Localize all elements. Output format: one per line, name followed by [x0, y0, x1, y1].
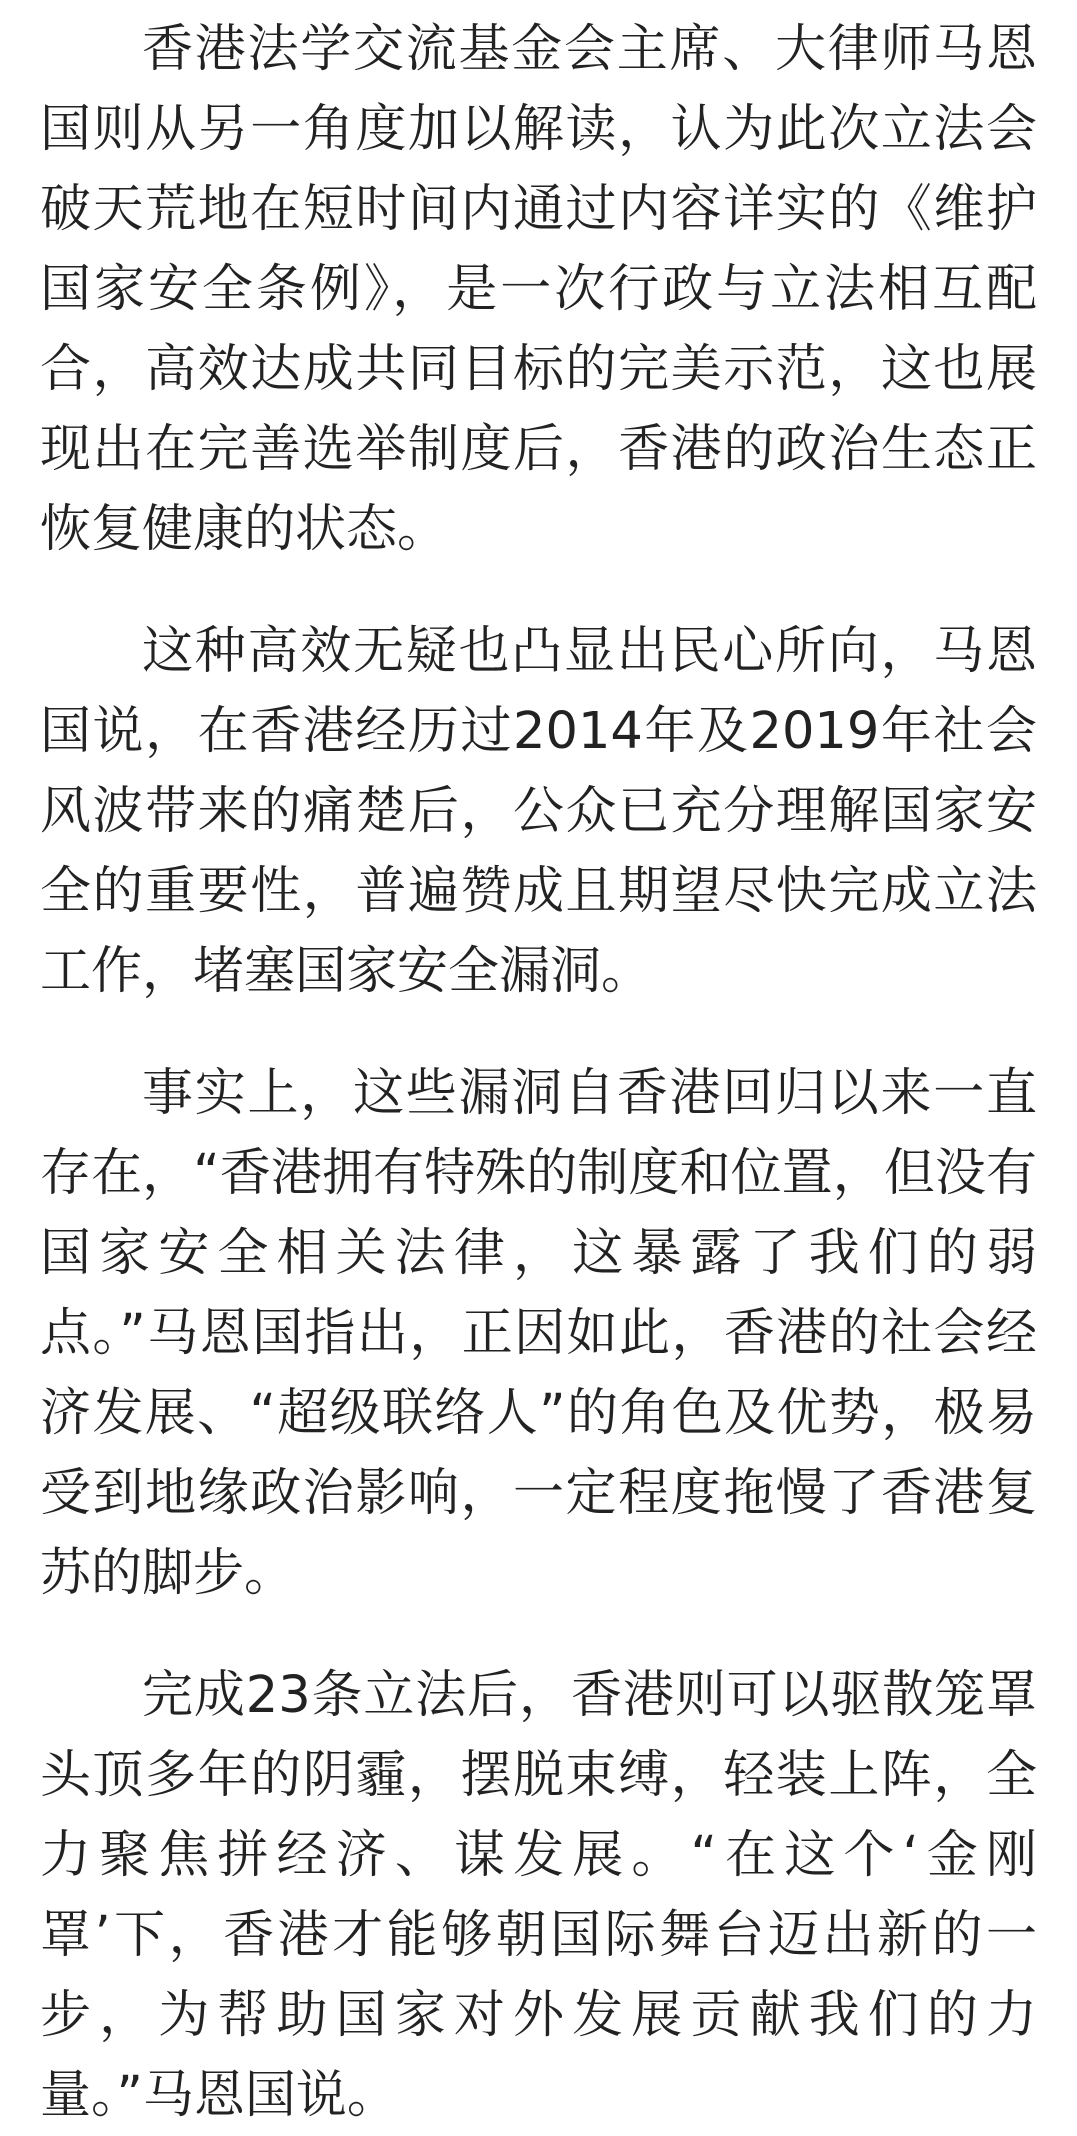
article-paragraph: 事实上，这些漏洞自香港回归以来一直存在，“香港拥有特殊的制度和位置，但没有国家安全相关法律，这暴露了我们的弱点。”马恩国指出，正因如此，香港的社会经济发展、“超级联络人”的角色及优势，极易受到地缘政治影响，一定程度拖慢了香港复苏的脚步。 [40, 1064, 1037, 1603]
article-paragraph: 完成23条立法后，香港则可以驱散笼罩头顶多年的阴霾，摆脱束缚，轻装上阵，全力聚焦拼经济、谋发展。“在这个‘金刚罩’下，香港才能够朝国际舞台迈出新的一步，为帮助国家对外发展贡献我们的力量。”马恩国说。 [40, 1666, 1037, 2125]
article-paragraph: 这种高效无疑也凸显出民心所向，马恩国说，在香港经历过2014年及2019年社会风波带来的痛楚后，公众已充分理解国家安全的重要性，普遍赞成且期望尽快完成立法工作，堵塞国家安全漏洞。 [40, 622, 1037, 1001]
article-paragraph: 香港法学交流基金会主席、大律师马恩国则从另一角度加以解读，认为此次立法会破天荒地在短时间内通过内容详实的《维护国家安全条例》，是一次行政与立法相互配合，高效达成共同目标的完美示范，这也展现出在完善选举制度后，香港的政治生态正恢复健康的状态。 [40, 20, 1037, 559]
